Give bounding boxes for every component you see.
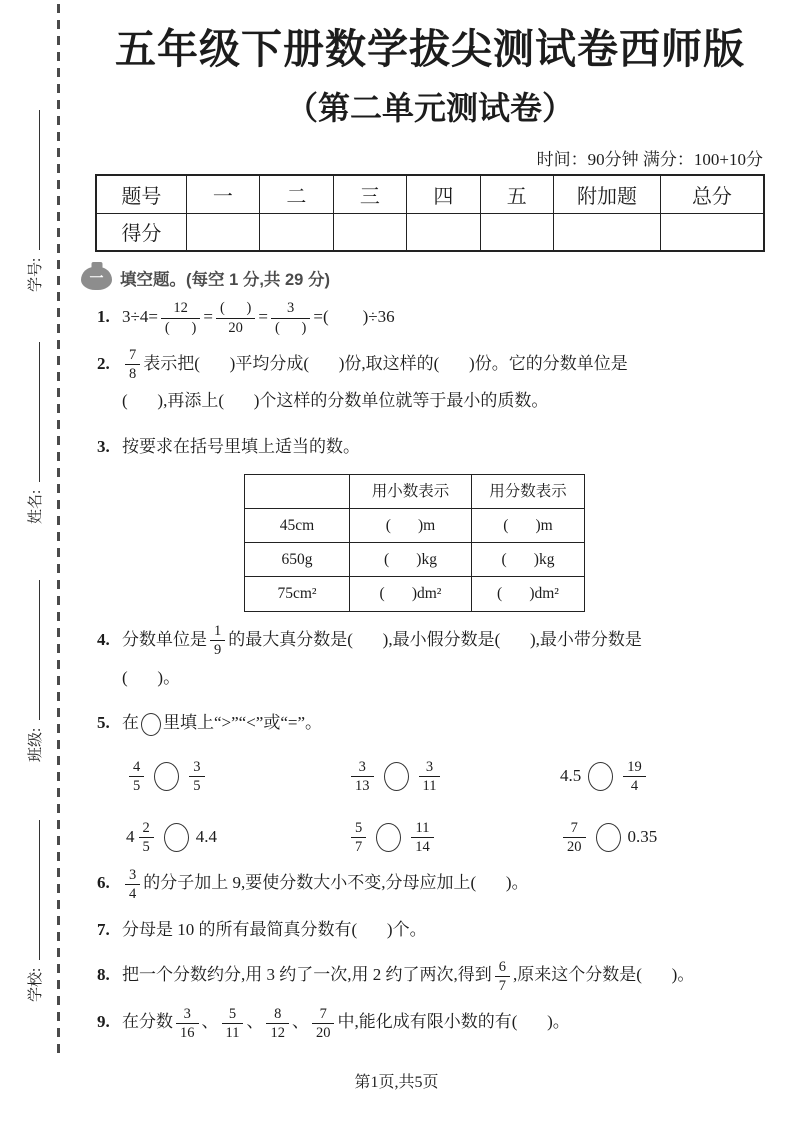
- question-text: =( )÷36: [313, 307, 395, 326]
- sidebar-field: [24, 342, 45, 524]
- fraction-numerator: ( ): [216, 299, 255, 318]
- fraction-denominator: 16: [180, 1024, 195, 1041]
- comparison-circle: [384, 762, 409, 791]
- conversion-table: [244, 474, 585, 612]
- signature-line: [25, 342, 40, 482]
- section-one-title: 填空题。(每空 1 分,共 29 分): [120, 271, 330, 289]
- question-text: 、: [201, 1012, 219, 1032]
- fraction-denominator: 4: [630, 777, 639, 794]
- score-label-cell: 得分: [96, 213, 186, 251]
- score-table-score-row: [96, 213, 764, 251]
- question-number: 2.: [97, 353, 110, 373]
- comparison-circle: [588, 762, 613, 791]
- fraction-numerator: 3: [271, 299, 310, 318]
- score-table-header-cell: 总分: [660, 175, 764, 213]
- fraction-denominator: 5: [133, 777, 141, 794]
- conversion-table-row: [245, 577, 585, 611]
- sidebar-field: [24, 820, 45, 1002]
- question-text: 在: [122, 713, 139, 733]
- question-text: 4.4: [195, 827, 217, 847]
- question-7: [95, 912, 765, 949]
- fraction-numerator: 3: [176, 1005, 199, 1024]
- sidebar-field-label: 班级:: [28, 727, 44, 762]
- question-text: ( )。: [122, 667, 181, 687]
- fraction: [216, 299, 255, 336]
- section-one-badge-icon: 一: [81, 267, 112, 290]
- fraction: [125, 346, 140, 383]
- question-text: 分数单位是: [122, 629, 207, 649]
- fraction-denominator: 7: [355, 838, 363, 855]
- fraction: [139, 819, 154, 856]
- question-text: 的最大真分数是( ),最小假分数是( ),最小带分数是: [228, 629, 642, 649]
- comparison-item: [126, 758, 348, 795]
- fraction-denominator: 11: [422, 777, 437, 794]
- conversion-table-header-cell: 用分数表示: [472, 474, 585, 508]
- fraction-denominator: ( ): [164, 319, 197, 336]
- score-table-header-cell: 四: [407, 175, 480, 213]
- fraction-denominator: 20: [315, 1024, 331, 1041]
- fraction: [312, 1005, 335, 1042]
- blank-answer-cell: ( )m: [350, 508, 472, 542]
- comparison-circle: [141, 713, 161, 736]
- fraction-numerator: 3: [351, 758, 374, 777]
- conversion-table-header-cell: 用小数表示: [350, 474, 472, 508]
- question-number: 8.: [97, 965, 110, 985]
- score-empty-cell: [186, 213, 259, 251]
- fraction-denominator: 9: [214, 642, 222, 659]
- fraction: [161, 299, 200, 336]
- question-text: 在分数: [122, 1012, 173, 1032]
- sidebar-field: [24, 580, 45, 762]
- question-6: [95, 865, 765, 903]
- score-table-header-cell: 一: [186, 175, 259, 213]
- fraction: [351, 819, 366, 856]
- comparison-item: [348, 758, 560, 795]
- question-3: [95, 429, 765, 612]
- question-number: 6.: [97, 873, 110, 893]
- fraction: [189, 758, 204, 795]
- question-text: 表示把( )平均分成( )份,取这样的( )份。它的分数单位是: [143, 353, 628, 373]
- fraction: [563, 819, 586, 856]
- comparison-circle: [164, 823, 189, 852]
- fraction-denominator: 20: [567, 838, 582, 855]
- blank-answer-cell: ( )m: [472, 508, 585, 542]
- comparison-item: [348, 819, 560, 856]
- fraction-numerator: 7: [125, 346, 140, 365]
- question-text: 的分子加上 9,要使分数大小不变,分母应加上( )。: [143, 873, 529, 893]
- score-table-header-cell: 二: [260, 175, 333, 213]
- fraction: [623, 758, 646, 795]
- fraction-numerator: 5: [351, 819, 366, 838]
- question-4: [95, 622, 765, 696]
- question-text: 把一个分数约分,用 3 约了一次,用 2 约了两次,得到: [122, 965, 492, 985]
- question-text: 中,能化成有限小数的有( )。: [337, 1012, 570, 1032]
- question-8: [95, 957, 765, 995]
- question-text: 0.35: [627, 827, 658, 847]
- fraction: [351, 758, 374, 795]
- score-empty-cell: [260, 213, 333, 251]
- fraction-numerator: 3: [189, 758, 204, 777]
- conversion-table-row: [245, 543, 585, 577]
- question-text: 分母是 10 的所有最简真分数有( )个。: [122, 919, 427, 939]
- question-text: 3÷4=: [122, 307, 158, 326]
- fraction-numerator: 1: [210, 622, 225, 641]
- question-text: ( ),再添上( )个这样的分数单位就等于最小的质数。: [122, 391, 549, 411]
- fraction: [222, 1005, 244, 1042]
- question-text: =: [203, 307, 213, 326]
- question-text: 、: [291, 1012, 309, 1032]
- comparison-grid: [126, 758, 765, 857]
- question-number: 4.: [97, 629, 110, 649]
- question-text: 按要求在括号里填上适当的数。: [122, 436, 360, 456]
- paper-title: 五年级下册数学拔尖测试卷西师版: [115, 26, 745, 72]
- fraction-numerator: 5: [222, 1005, 244, 1024]
- margin-dashed-line: [57, 4, 60, 1060]
- score-table-header-cell: 五: [480, 175, 553, 213]
- blank-answer-cell: ( )kg: [472, 543, 585, 577]
- mixed-number-whole: 4: [126, 827, 135, 847]
- comparison-circle: [596, 823, 621, 852]
- fraction-numerator: 8: [266, 1005, 289, 1024]
- fraction-denominator: 5: [142, 838, 150, 855]
- comparison-item: [560, 819, 765, 856]
- question-9: [95, 1004, 765, 1042]
- fraction-numerator: 3: [125, 866, 140, 885]
- question-number: 5.: [97, 713, 110, 733]
- fraction-numerator: 7: [563, 819, 586, 838]
- comparison-circle: [376, 823, 401, 852]
- fraction: [176, 1005, 199, 1042]
- fraction-numerator: 6: [495, 958, 510, 977]
- fraction-numerator: 2: [139, 819, 154, 838]
- time-score-info: 时间：90分钟 满分：100+10分: [536, 150, 763, 169]
- signature-line: [25, 820, 40, 960]
- fraction: [495, 958, 510, 995]
- fraction: [129, 758, 144, 795]
- paper-content: [89, 0, 765, 1042]
- fraction-numerator: 12: [161, 299, 200, 318]
- score-empty-cell: [554, 213, 661, 251]
- fraction-denominator: 12: [270, 1024, 285, 1041]
- fraction-numerator: 4: [129, 758, 144, 777]
- fraction: [411, 819, 434, 856]
- signature-line: [25, 580, 40, 720]
- sidebar-field-label: 学校:: [28, 967, 44, 1002]
- quantity-cell: 650g: [245, 543, 350, 577]
- fraction-denominator: 7: [498, 977, 506, 994]
- fraction: [266, 1005, 289, 1042]
- fraction-denominator: 4: [129, 885, 137, 902]
- score-empty-cell: [333, 213, 406, 251]
- score-table-header-cell: 题号: [96, 175, 186, 213]
- question-1: [95, 299, 765, 337]
- page-number: 第1页,共5页: [354, 1074, 439, 1091]
- question-2: [95, 346, 765, 420]
- fraction-denominator: 11: [225, 1024, 240, 1041]
- sidebar-field: [24, 110, 45, 292]
- score-table: [95, 174, 765, 252]
- signature-line: [25, 110, 40, 250]
- fraction: [419, 758, 441, 795]
- section-one-header: [81, 266, 765, 290]
- question-number: 7.: [97, 919, 110, 939]
- question-text: 里填上“>”“<”或“=”。: [163, 713, 323, 733]
- fraction-denominator: 5: [193, 777, 201, 794]
- question-number: 1.: [97, 307, 110, 326]
- score-table-header-cell: 附加题: [554, 175, 661, 213]
- question-text: 4.5: [560, 765, 582, 785]
- fraction-denominator: 13: [355, 777, 370, 794]
- paper-subtitle: （第二单元测试卷）: [285, 90, 574, 126]
- question-number: 9.: [97, 1012, 110, 1032]
- question-text: ,原来这个分数是( )。: [513, 965, 695, 985]
- comparison-circle: [154, 762, 179, 791]
- comparison-item: [560, 758, 765, 795]
- conversion-table-header-cell: [245, 474, 350, 508]
- comparison-item: [126, 819, 348, 856]
- fraction-denominator: 20: [228, 319, 243, 336]
- sidebar-field-label: 学号:: [28, 257, 44, 292]
- quantity-cell: 45cm: [245, 508, 350, 542]
- score-table-header-row: [96, 175, 764, 213]
- conversion-table-row: [245, 508, 585, 542]
- fraction-numerator: 11: [411, 819, 434, 838]
- quantity-cell: 75cm²: [245, 577, 350, 611]
- score-empty-cell: [480, 213, 553, 251]
- fraction-denominator: 14: [415, 838, 430, 855]
- question-number: 3.: [97, 436, 110, 456]
- mixed-number: [126, 819, 157, 856]
- fraction-numerator: 3: [419, 758, 441, 777]
- fraction-denominator: 8: [129, 366, 137, 383]
- question-5: [95, 705, 765, 856]
- fraction-numerator: 7: [312, 1005, 335, 1024]
- fraction: [210, 622, 225, 659]
- sidebar-field-label: 姓名:: [28, 489, 44, 524]
- blank-answer-cell: ( )kg: [350, 543, 472, 577]
- question-text: 、: [246, 1012, 264, 1032]
- score-table-header-cell: 三: [333, 175, 406, 213]
- score-empty-cell: [660, 213, 764, 251]
- fraction-denominator: ( ): [274, 319, 307, 336]
- conversion-table-header-row: [245, 474, 585, 508]
- blank-answer-cell: ( )dm²: [350, 577, 472, 611]
- score-empty-cell: [407, 213, 480, 251]
- fraction: [125, 866, 140, 903]
- fraction: [271, 299, 310, 336]
- questions-list: [95, 299, 765, 1042]
- fraction-numerator: 19: [623, 758, 646, 777]
- question-text: =: [258, 307, 268, 326]
- blank-answer-cell: ( )dm²: [472, 577, 585, 611]
